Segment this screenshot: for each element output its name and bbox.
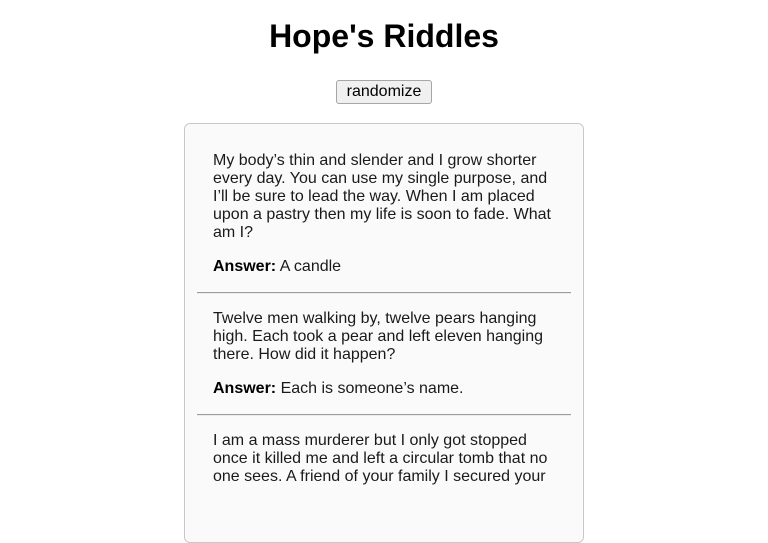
- riddle-item-2: [197, 310, 571, 398]
- riddle-divider: [197, 292, 571, 294]
- riddle-divider: [197, 414, 571, 416]
- page-title: Hope's Riddles: [269, 18, 499, 54]
- riddle-answer: [213, 380, 555, 398]
- answer-text: A candle: [279, 258, 342, 275]
- riddle-item-3: [197, 432, 571, 486]
- riddle-answer: [213, 258, 555, 276]
- controls-row: [0, 80, 768, 104]
- riddles-card: [184, 123, 584, 543]
- riddle-question: My body’s thin and slender and I grow shorter every day. You can use my single purpose, and I’ll be sure to lead the way. When I am placed upon a pastry then my life is soon to fade. What am I?: [213, 152, 551, 241]
- riddle-question: Twelve men walking by, twelve pears hanging high. Each took a pear and left eleven hanging there. How did it happen?: [213, 310, 544, 363]
- riddle-item-1: [197, 152, 571, 276]
- answer-label: Answer:: [213, 380, 277, 397]
- answer-text: Each is someone’s name.: [280, 380, 464, 397]
- riddle-question: I am a mass murderer but I only got stopped once it killed me and left a circular tomb that no one sees. A friend of your family I secured your: [213, 432, 548, 485]
- answer-label: Answer:: [213, 258, 277, 275]
- randomize-button[interactable]: randomize: [336, 80, 433, 104]
